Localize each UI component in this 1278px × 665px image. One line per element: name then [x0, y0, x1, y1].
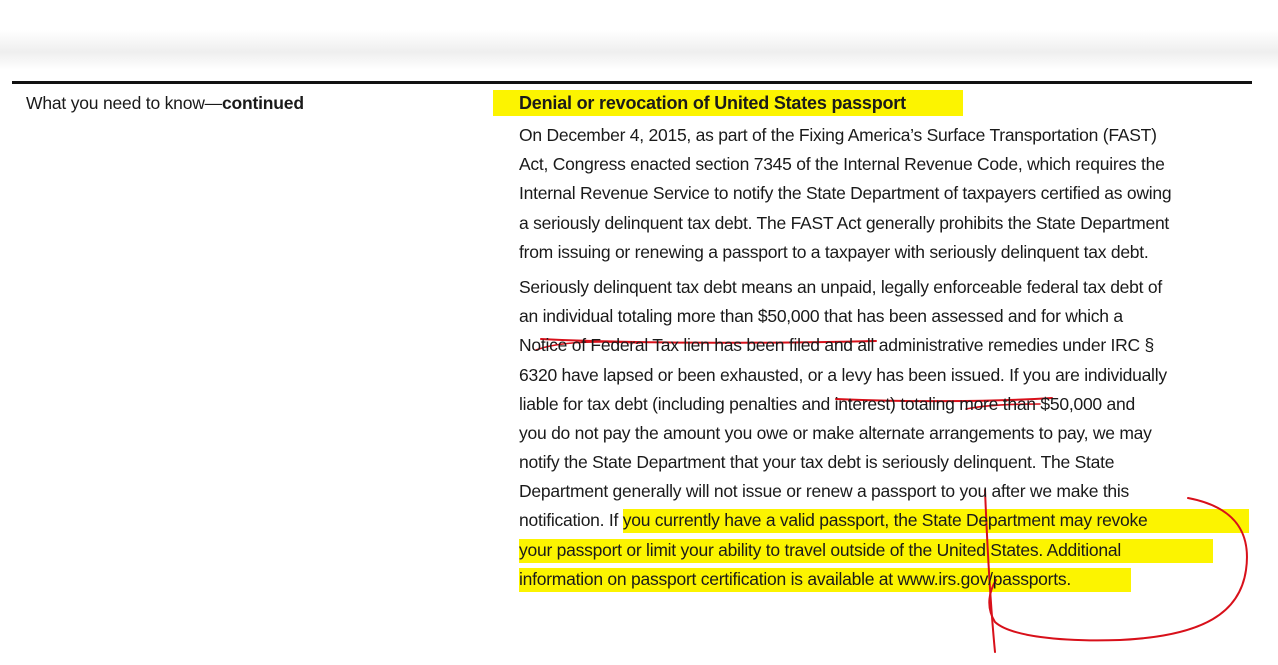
top-rule: [12, 81, 1252, 84]
text-line-highlighted: notification. If you currently have a valid passport, the State Department may revoke: [519, 506, 1249, 535]
text-line: Act, Congress enacted section 7345 of the Internal Revenue Code, which requires the: [519, 154, 1165, 175]
text-line: an individual totaling more than $50,000 that has been assessed and for which a: [519, 306, 1123, 327]
section-side-label: [26, 88, 304, 118]
text-line: a seriously delinquent tax debt. The FAST Act generally prohibits the State Department: [519, 212, 1170, 233]
main-content: [519, 88, 1249, 594]
section-heading: [519, 88, 1249, 118]
text-line: liable for tax debt (including penalties and interest) totaling more than $50,000 and: [519, 393, 1135, 414]
side-label-bold: continued: [222, 93, 304, 113]
text-line: from issuing or renewing a passport to a taxpayer with seriously delinquent tax debt.: [519, 241, 1149, 262]
scan-shadow: [0, 30, 1278, 70]
text-line: Department generally will not issue or renew a passport to you after we make this: [519, 481, 1130, 502]
text-line: On December 4, 2015, as part of the Fixing America’s Surface Transportation (FAST): [519, 125, 1157, 145]
text-line-highlighted: your passport or limit your ability to travel outside of the United States. Additional: [519, 536, 1249, 565]
text-line: 6320 have lapsed or been exhausted, or a levy has been issued. If you are individually: [519, 364, 1167, 385]
text-line: you do not pay the amount you owe or make alternate arrangements to pay, we may: [519, 422, 1152, 443]
side-label-prefix: What you need to know—: [26, 93, 222, 113]
text-line: Notice of Federal Tax lien has been filed and all administrative remedies under IRC §: [519, 335, 1155, 356]
paragraph-2: [519, 273, 1249, 594]
paragraph-1: [519, 121, 1249, 267]
text-line: notify the State Department that your tax debt is seriously delinquent. The State: [519, 452, 1115, 473]
heading-text: Denial or revocation of United States passport: [519, 93, 906, 113]
text-line-highlighted: information on passport certification is available at www.irs.gov/passports.: [519, 565, 1249, 594]
text-line: Internal Revenue Service to notify the State Department of taxpayers certified as owing: [519, 183, 1172, 204]
text-line: Seriously delinquent tax debt means an unpaid, legally enforceable federal tax debt of: [519, 276, 1162, 297]
